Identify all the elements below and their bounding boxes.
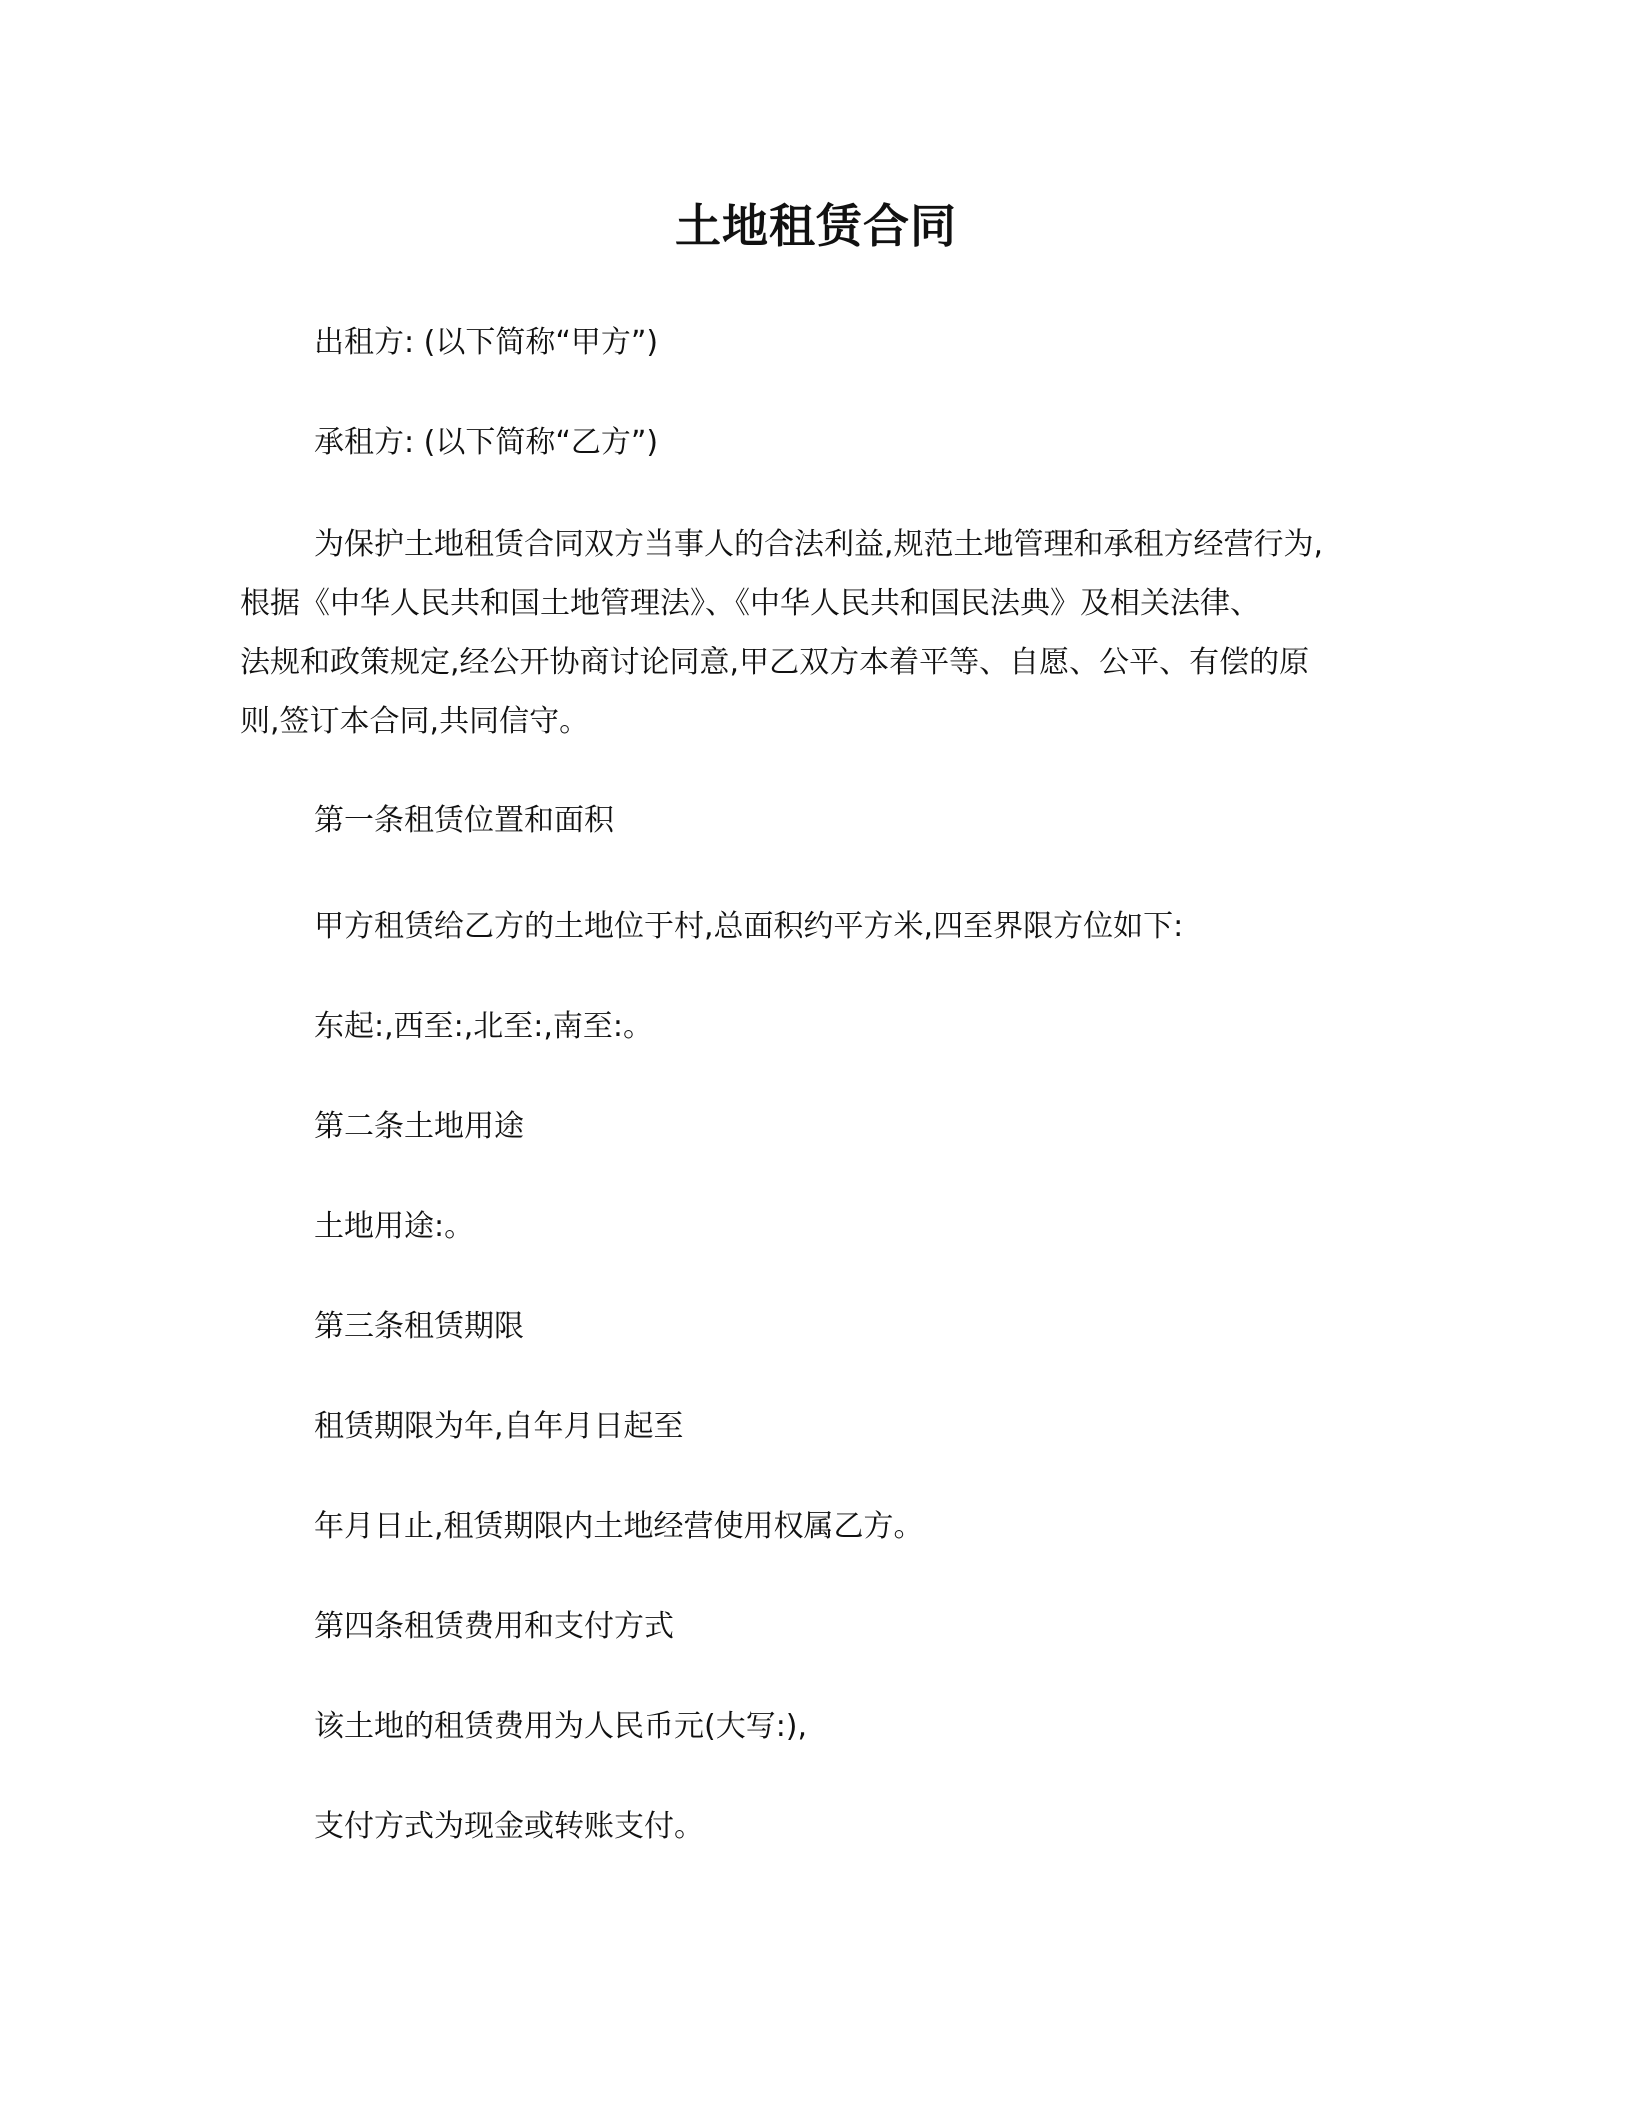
article4-text-1: 该土地的租赁费用为人民币元(大写:),	[314, 1709, 808, 1744]
preamble-paragraph	[240, 515, 1400, 751]
preamble-line-4: 则,签订本合同,共同信守。	[240, 704, 590, 739]
document-title: 土地租赁合同	[675, 199, 957, 253]
preamble-line-3: 法规和政策规定,经公开协商讨论同意,甲乙双方本着平等、自愿、公平、有偿的原	[240, 645, 1310, 680]
lessee-line: 承租方: (以下简称“乙方”)	[314, 425, 659, 460]
preamble-line-1: 为保护土地租赁合同双方当事人的合法利益,规范土地管理和承租方经营行为,	[314, 527, 1324, 562]
article1-text: 甲方租赁给乙方的土地位于村,总面积约平方米,四至界限方位如下:	[314, 909, 1184, 944]
article4-heading: 第四条租赁费用和支付方式	[314, 1609, 674, 1644]
article3-heading: 第三条租赁期限	[314, 1309, 524, 1344]
article1-bounds: 东起:,西至:,北至:,南至:。	[314, 1009, 654, 1044]
article2-heading: 第二条土地用途	[314, 1109, 524, 1144]
article4-text-2: 支付方式为现金或转账支付。	[314, 1809, 704, 1844]
article2-text: 土地用途:。	[314, 1209, 475, 1244]
article3-text-1: 租赁期限为年,自年月日起至	[314, 1409, 684, 1444]
preamble-line-2: 根据《中华人民共和国土地管理法》、《中华人民共和国民法典》及相关法律、	[240, 586, 1260, 621]
article3-text-2: 年月日止,租赁期限内土地经营使用权属乙方。	[314, 1509, 924, 1544]
lessor-line: 出租方: (以下简称“甲方”)	[314, 325, 659, 360]
article1-heading: 第一条租赁位置和面积	[314, 803, 614, 838]
